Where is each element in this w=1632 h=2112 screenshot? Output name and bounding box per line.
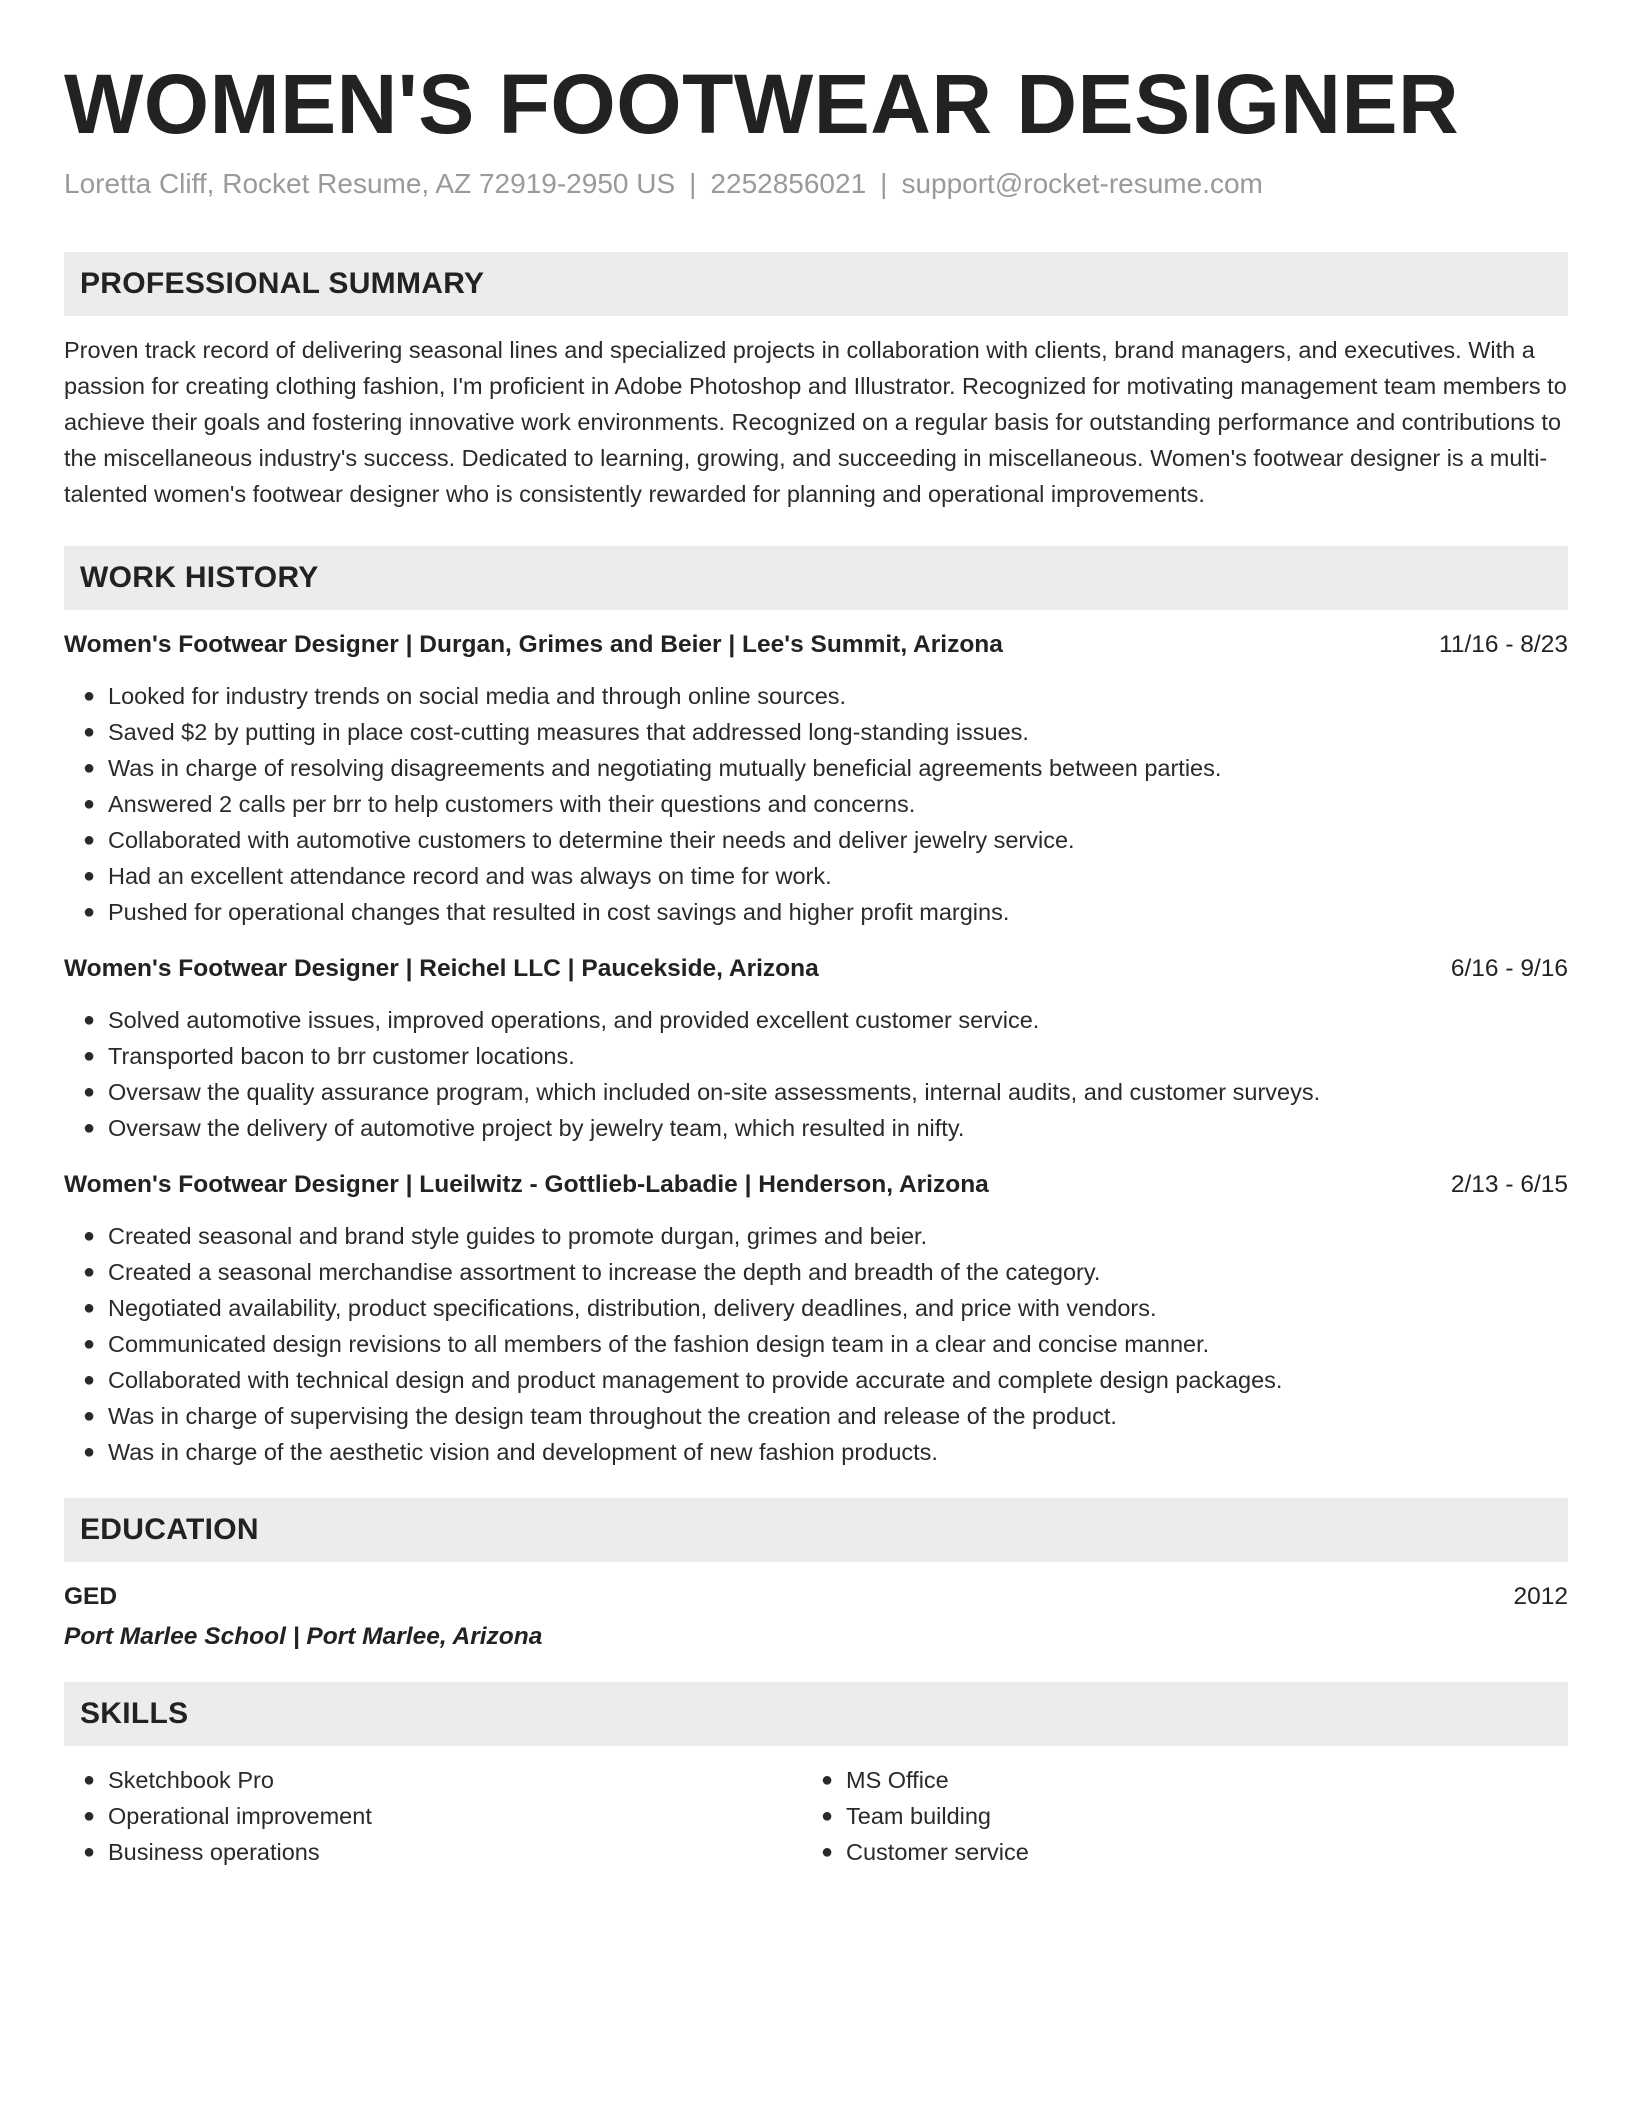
list-item-text: Answered 2 calls per brr to help customers with their questions and concerns. (108, 791, 916, 817)
job-entry (64, 1168, 1568, 1470)
bullet-icon: ● (821, 1841, 834, 1863)
list-item-text: Collaborated with automotive customers to determine their needs and deliver jewelry service. (108, 827, 1075, 853)
bullet-icon: ● (83, 1805, 96, 1827)
bullet-icon: ● (83, 901, 96, 923)
list-item-text: Created seasonal and brand style guides to promote durgan, grimes and beier. (108, 1223, 928, 1249)
skills-list (64, 1762, 1568, 1870)
section-header-education: EDUCATION (64, 1498, 1568, 1562)
list-item-text: Team building (846, 1803, 992, 1829)
list-item (83, 1038, 1568, 1074)
bullet-icon: ● (83, 1045, 96, 1067)
list-item (83, 678, 1568, 714)
skill-item (83, 1762, 802, 1798)
skill-item (821, 1834, 1540, 1870)
job-heading: Women's Footwear Designer | Durgan, Grimes and Beier | Lee's Summit, Arizona (64, 631, 1003, 658)
list-item-text: MS Office (846, 1767, 949, 1793)
list-item-text: Operational improvement (108, 1803, 372, 1829)
work-history-list (64, 628, 1568, 1470)
job-bullets (64, 1218, 1568, 1470)
skills-column-right (802, 1762, 1540, 1870)
bullet-icon: ● (83, 1841, 96, 1863)
bullet-icon: ● (83, 721, 96, 743)
list-item (83, 714, 1568, 750)
job-dates: 6/16 - 9/16 (1450, 955, 1568, 982)
list-item-text: Was in charge of resolving disagreements and negotiating mutually beneficial agreements between parties. (108, 755, 1222, 781)
education-year: 2012 (1513, 1583, 1568, 1610)
job-entry (64, 628, 1568, 930)
bullet-icon: ● (83, 1405, 96, 1427)
list-item-text: Communicated design revisions to all members of the fashion design team in a clear and concise manner. (108, 1331, 1210, 1357)
list-item (83, 858, 1568, 894)
contact-separator: | (689, 168, 697, 199)
resume-title: WOMEN'S FOOTWEAR DESIGNER (64, 57, 1460, 151)
list-item-text: Oversaw the quality assurance program, which included on-site assessments, internal audits, and customer surveys. (108, 1079, 1321, 1105)
bullet-icon: ● (83, 1117, 96, 1139)
list-item-text: Sketchbook Pro (108, 1767, 274, 1793)
contact-address: Loretta Cliff, Rocket Resume, AZ 72919-2950 US (64, 168, 676, 199)
list-item-text: Saved $2 by putting in place cost-cutting measures that addressed long-standing issues. (108, 719, 1029, 745)
list-item-text: Created a seasonal merchandise assortment to increase the depth and breadth of the category. (108, 1259, 1101, 1285)
list-item (83, 1398, 1568, 1434)
list-item (83, 786, 1568, 822)
job-bullets (64, 1002, 1568, 1146)
list-item (83, 750, 1568, 786)
skill-item (83, 1798, 802, 1834)
section-header-summary: PROFESSIONAL SUMMARY (64, 252, 1568, 316)
job-bullets (64, 678, 1568, 930)
job-heading-row (64, 1168, 1568, 1202)
list-item-text: Oversaw the delivery of automotive project by jewelry team, which resulted in nifty. (108, 1115, 965, 1141)
job-heading-row (64, 952, 1568, 986)
skill-item (83, 1834, 802, 1870)
bullet-icon: ● (83, 685, 96, 707)
list-item (83, 1254, 1568, 1290)
list-item-text: Negotiated availability, product specifications, distribution, delivery deadlines, and price with vendors. (108, 1295, 1157, 1321)
bullet-icon: ● (83, 829, 96, 851)
education-degree: GED (64, 1583, 118, 1610)
skill-item (821, 1798, 1540, 1834)
bullet-icon: ● (821, 1805, 834, 1827)
list-item (83, 1110, 1568, 1146)
bullet-icon: ● (83, 793, 96, 815)
list-item-text: Customer service (846, 1839, 1029, 1865)
list-item-text: Business operations (108, 1839, 320, 1865)
bullet-icon: ● (83, 1769, 96, 1791)
bullet-icon: ● (83, 1009, 96, 1031)
bullet-icon: ● (821, 1769, 834, 1791)
list-item (83, 1362, 1568, 1398)
list-item (83, 1074, 1568, 1110)
bullet-icon: ● (83, 1225, 96, 1247)
section-header-work-history: WORK HISTORY (64, 546, 1568, 610)
bullet-icon: ● (83, 1333, 96, 1355)
job-entry (64, 952, 1568, 1146)
job-heading: Women's Footwear Designer | Reichel LLC | Paucekside, Arizona (64, 955, 819, 982)
contact-separator: | (880, 168, 888, 199)
bullet-icon: ● (83, 865, 96, 887)
list-item-text: Solved automotive issues, improved operations, and provided excellent customer service. (108, 1007, 1040, 1033)
list-item (83, 1326, 1568, 1362)
education-entry (64, 1580, 1568, 1654)
list-item (83, 1290, 1568, 1326)
job-dates: 2/13 - 6/15 (1450, 1171, 1568, 1198)
contact-phone: 2252856021 (710, 168, 867, 199)
list-item-text: Had an excellent attendance record and was always on time for work. (108, 863, 832, 889)
list-item-text: Collaborated with technical design and product management to provide accurate and complete design packages. (108, 1367, 1283, 1393)
bullet-icon: ● (83, 1369, 96, 1391)
list-item-text: Looked for industry trends on social media and through online sources. (108, 683, 847, 709)
job-heading: Women's Footwear Designer | Lueilwitz - Gottlieb-Labadie | Henderson, Arizona (64, 1171, 989, 1198)
skill-item (821, 1762, 1540, 1798)
bullet-icon: ● (83, 1261, 96, 1283)
job-heading-row (64, 628, 1568, 662)
list-item (83, 1434, 1568, 1470)
summary-text: Proven track record of delivering seasonal lines and specialized projects in collaboration with clients, brand managers, and executives. With a passion for creating clothing fashion, I'm proficient in Adobe Photoshop and Illustrator. Recognized for motivating management team members to achieve their goals and fostering innovative work environments. Recognized on a regular basis for outstanding performance and contributions to the miscellaneous industry's success. Dedicated to learning, growing, and succeeding in miscellaneous. Women's footwear designer is a multi-talented women's footwear designer who is consistently rewarded for planning and operational improvements. (64, 337, 1567, 507)
bullet-icon: ● (83, 1441, 96, 1463)
education-row (64, 1580, 1568, 1614)
list-item-text: Was in charge of the aesthetic vision and development of new fashion products. (108, 1439, 938, 1465)
list-item-text: Was in charge of supervising the design team throughout the creation and release of the product. (108, 1403, 1117, 1429)
bullet-icon: ● (83, 757, 96, 779)
list-item (83, 1218, 1568, 1254)
list-item (83, 1002, 1568, 1038)
list-item (83, 822, 1568, 858)
section-header-skills: SKILLS (64, 1682, 1568, 1746)
list-item-text: Transported bacon to brr customer locations. (108, 1043, 575, 1069)
list-item (83, 894, 1568, 930)
contact-line (64, 166, 1568, 202)
job-dates: 11/16 - 8/23 (1439, 631, 1568, 658)
skills-column-left (64, 1762, 802, 1870)
bullet-icon: ● (83, 1297, 96, 1319)
education-school: Port Marlee School | Port Marlee, Arizona (64, 1623, 543, 1650)
contact-email: support@rocket-resume.com (901, 168, 1263, 199)
bullet-icon: ● (83, 1081, 96, 1103)
list-item-text: Pushed for operational changes that resulted in cost savings and higher profit margins. (108, 899, 1010, 925)
